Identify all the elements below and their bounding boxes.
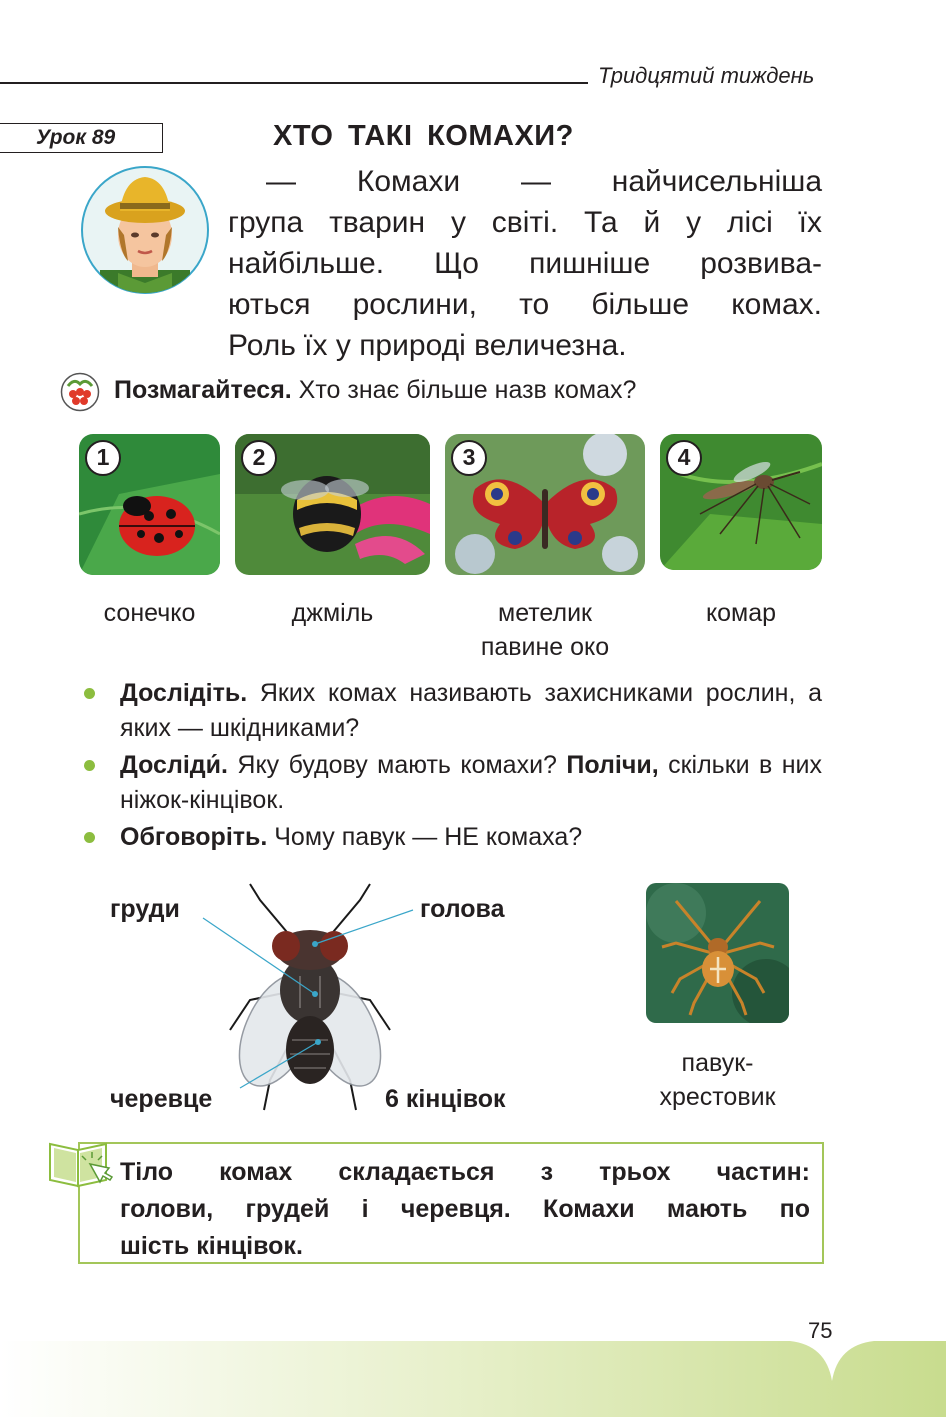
rowan-berries-icon (60, 372, 100, 412)
intro-line: — Комахи — найчисельніша (266, 165, 822, 198)
ladybug-photo (79, 434, 220, 575)
intro-line: найбільше. Що пишніше розвива- (228, 247, 822, 280)
spider-photo (646, 883, 789, 1023)
intro-line: група тварин у світі. Та й у лісі їх (228, 206, 822, 239)
insect-caption: комар (705, 599, 777, 627)
header-rule (0, 82, 588, 84)
task-item (120, 676, 822, 746)
guide-avatar (80, 165, 210, 295)
mosquito-photo (660, 434, 822, 570)
intro-paragraph (228, 161, 822, 366)
bumblebee-photo (235, 434, 430, 575)
rule-statement (120, 1154, 810, 1265)
page-title: ХТО ТАКІ КОМАХИ? (273, 120, 574, 152)
rule-line: Тіло комах складається з трьох частин: (120, 1158, 810, 1186)
insect-number-badge: 3 (451, 440, 487, 476)
lesson-label: Урок 89 (0, 123, 163, 153)
spider-caption (620, 1046, 815, 1114)
bullet-dot (84, 760, 95, 771)
game-instruction-bold: Позмагайтеся. (114, 376, 292, 404)
footer-band (0, 1341, 946, 1417)
fly-label-legs: 6 кінцівок (385, 1085, 506, 1113)
open-book-icon (46, 1134, 116, 1192)
bullet-dot (84, 688, 95, 699)
insect-caption (435, 596, 655, 664)
page-number: 75 (808, 1318, 833, 1343)
spider-caption-line: павук- (681, 1049, 754, 1077)
task-text: скільки в них ніжок-кінцівок. (120, 751, 822, 814)
task-item (120, 748, 822, 818)
task-text: Чому павук — НЕ комаха? (267, 823, 583, 851)
spider-caption-line: хрестовик (659, 1083, 776, 1111)
fly-label-chest: груди (110, 895, 180, 923)
insect-caption-line: павине око (480, 633, 610, 661)
insect-number-badge: 1 (85, 440, 121, 476)
rule-line: голови, грудей і черевця. Комахи мають по (120, 1195, 810, 1223)
insect-caption: сонечко (103, 599, 196, 627)
game-instruction (114, 376, 636, 405)
insect-caption-line: метелик (498, 599, 592, 627)
insect-number-badge: 4 (666, 440, 702, 476)
task-bold: Досліди́. (120, 751, 228, 779)
fly-label-head: голова (420, 895, 505, 923)
fly-label-abdomen: черевце (110, 1085, 213, 1113)
task-bold: Полічи, (566, 751, 659, 779)
rule-line: шість кінцівок. (120, 1232, 303, 1260)
insect-number-badge: 2 (241, 440, 277, 476)
week-header: Тридцятий тиждень (598, 63, 815, 88)
task-text: Яких комах називають захисниками рослин, а яких — шкідниками? (120, 679, 822, 742)
intro-line: Роль їх у природі величезна. (228, 329, 627, 362)
task-item (120, 820, 822, 855)
task-bold: Дослідіть. (120, 679, 248, 707)
task-bold: Обговоріть. (120, 823, 268, 851)
intro-line: ються рослини, то більше комах. (228, 288, 822, 321)
fly-illustration (220, 880, 400, 1112)
task-text: Яку будову мають комахи? (227, 751, 567, 779)
insect-caption: джміль (291, 599, 374, 627)
peacock-butterfly-photo (445, 434, 645, 575)
bullet-dot (84, 832, 95, 843)
game-instruction-text: Хто знає більше назв комах? (291, 376, 637, 404)
